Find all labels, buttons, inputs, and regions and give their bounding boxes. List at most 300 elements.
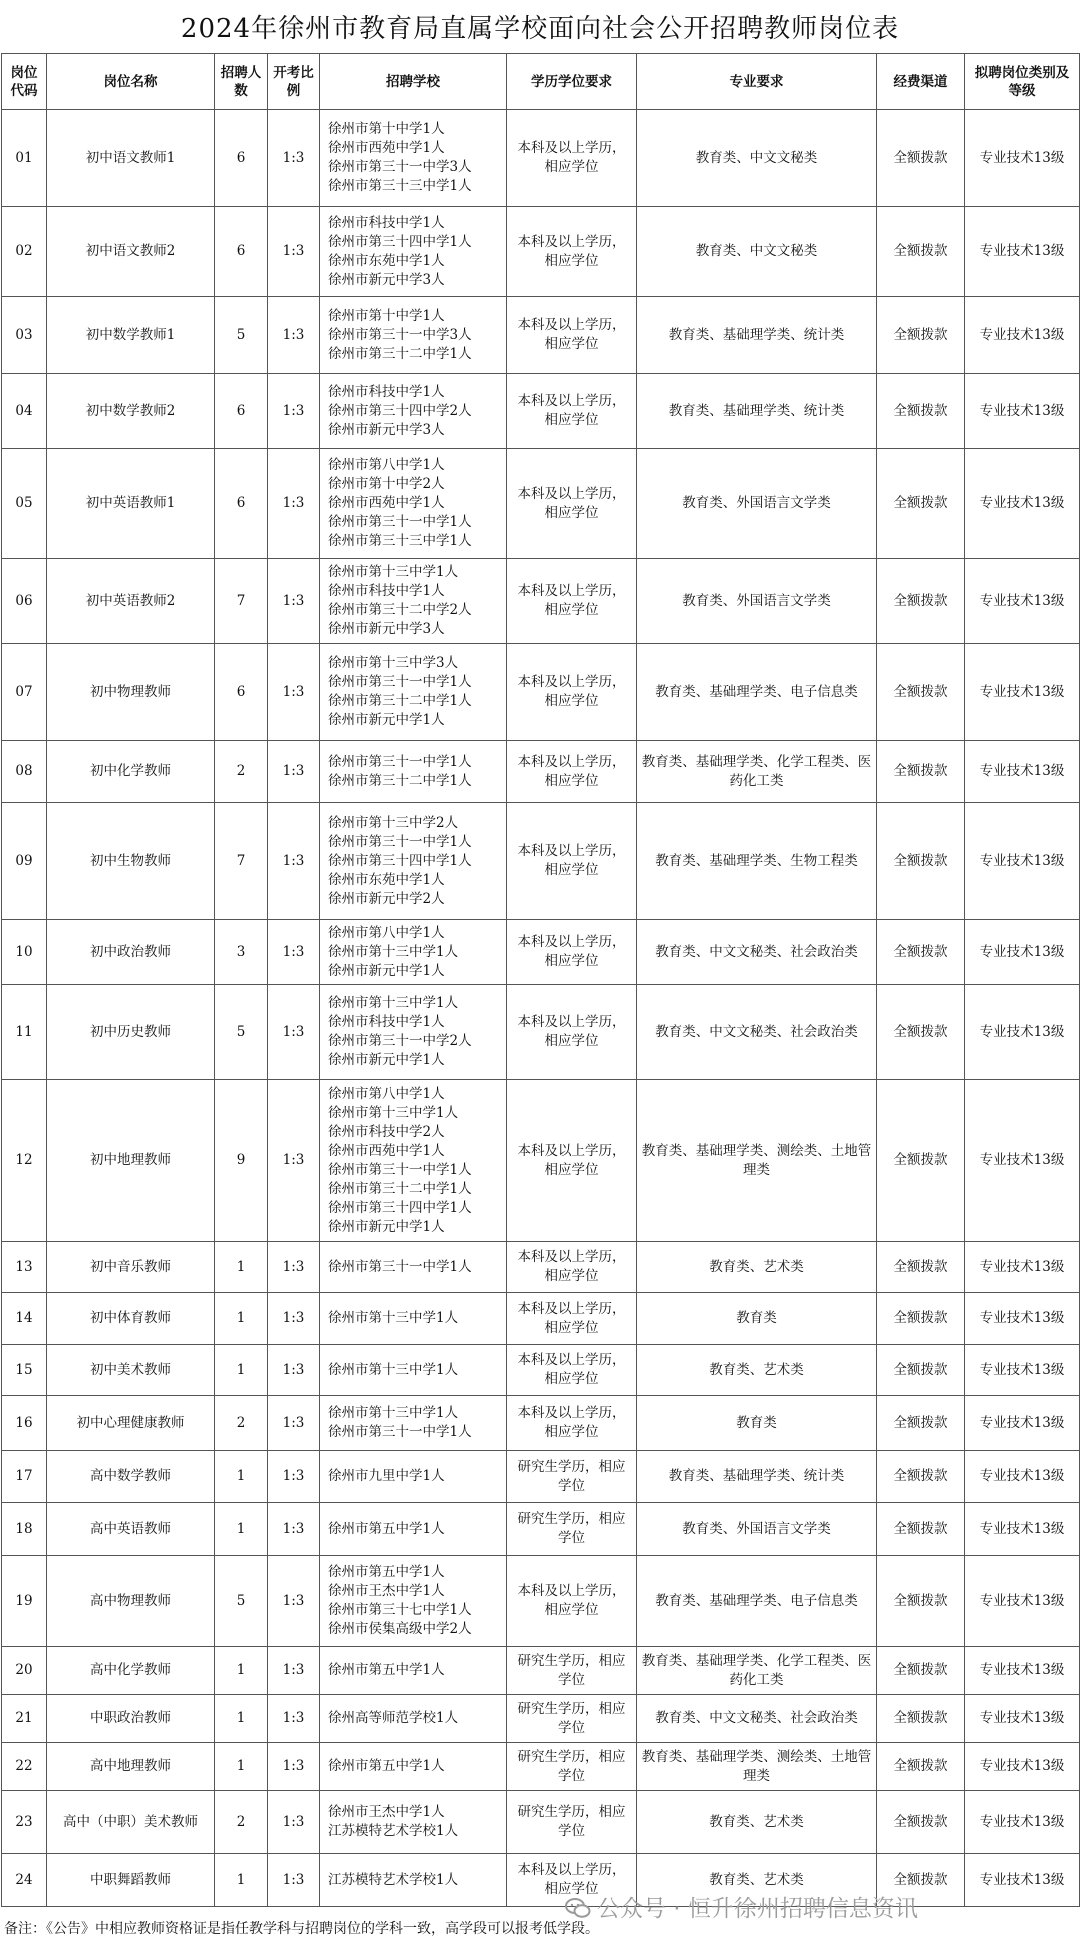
- cell-code: 09: [2, 803, 47, 920]
- cell-level: 专业技术13级: [965, 1556, 1080, 1647]
- cell-name: 初中地理教师: [47, 1080, 215, 1242]
- cell-code: 20: [2, 1647, 47, 1695]
- cell-level: 专业技术13级: [965, 803, 1080, 920]
- school-entry: 徐州市新元中学1人: [328, 712, 445, 728]
- cell-major: 教育类、外国语言文学类: [637, 559, 877, 644]
- table-row: [2, 207, 1080, 297]
- cell-fund: 全额拨款: [877, 207, 965, 297]
- school-entry: 徐州市第三十一中学3人: [328, 159, 472, 175]
- cell-level: 专业技术13级: [965, 1080, 1080, 1242]
- school-entry: 徐州市科技中学1人: [328, 1014, 445, 1030]
- cell-edu: 研究生学历，相应学位: [507, 1451, 637, 1503]
- cell-schools: [320, 559, 507, 644]
- school-entry: 徐州市第十中学1人: [328, 307, 445, 324]
- cell-level: 专业技术13级: [965, 1242, 1080, 1293]
- school-entry: 徐州市新元中学3人: [328, 421, 445, 438]
- cell-major: 教育类、艺术类: [637, 1854, 877, 1907]
- cell-ratio: 1:3: [268, 1451, 320, 1503]
- cell-ratio: 1:3: [268, 1345, 320, 1396]
- cell-fund: 全额拨款: [877, 985, 965, 1080]
- school-entry: 徐州市新元中学1人: [328, 1218, 445, 1235]
- cell-code: 07: [2, 644, 47, 741]
- cell-count: 1: [215, 1293, 268, 1345]
- cell-major: 教育类、基础理学类、统计类: [637, 374, 877, 449]
- school-entry: 徐州市第十三中学1人: [328, 1104, 459, 1121]
- cell-count: 6: [215, 207, 268, 297]
- table-row: [2, 741, 1080, 803]
- cell-level: 专业技术13级: [965, 110, 1080, 207]
- cell-fund: 全额拨款: [877, 297, 965, 374]
- cell-name: 高中物理教师: [47, 1556, 215, 1647]
- cell-ratio: 1:3: [268, 741, 320, 803]
- school-entry: 徐州市新元中学2人: [328, 890, 445, 907]
- cell-major: 教育类、艺术类: [637, 1791, 877, 1854]
- table-row: [2, 1345, 1080, 1396]
- cell-ratio: 1:3: [268, 1854, 320, 1907]
- cell-schools: [320, 1293, 507, 1345]
- cell-count: 6: [215, 644, 268, 741]
- school-entry: 徐州市第三十一中学1人: [328, 1258, 472, 1275]
- cell-count: 3: [215, 920, 268, 985]
- cell-level: 专业技术13级: [965, 920, 1080, 985]
- cell-fund: 全额拨款: [877, 1080, 965, 1242]
- cell-name: 初中语文教师2: [47, 207, 215, 297]
- cell-ratio: 1:3: [268, 1647, 320, 1695]
- cell-schools: [320, 449, 507, 559]
- cell-level: 专业技术13级: [965, 1647, 1080, 1695]
- school-entry: 徐州市第八中学1人: [328, 1085, 445, 1102]
- cell-fund: 全额拨款: [877, 1791, 965, 1854]
- school-entry: 徐州市西苑中学1人: [328, 495, 445, 511]
- cell-level: 专业技术13级: [965, 449, 1080, 559]
- cell-ratio: 1:3: [268, 1695, 320, 1743]
- cell-ratio: 1:3: [268, 110, 320, 207]
- school-entry: 徐州市第三十二中学1人: [328, 693, 472, 709]
- cell-code: 10: [2, 920, 47, 985]
- cell-code: 11: [2, 985, 47, 1080]
- recruitment-table: [1, 53, 1080, 1907]
- cell-level: 专业技术13级: [965, 1695, 1080, 1743]
- cell-edu: 研究生学历，相应学位: [507, 1647, 637, 1695]
- cell-schools: [320, 741, 507, 803]
- page-title: 2024年徐州市教育局直属学校面向社会公开招聘教师岗位表: [180, 14, 900, 44]
- school-entry: 徐州市第三十一中学1人: [328, 1424, 472, 1440]
- cell-fund: 全额拨款: [877, 1695, 965, 1743]
- cell-ratio: 1:3: [268, 1791, 320, 1854]
- school-entry: 徐州市第十三中学1人: [328, 1361, 459, 1378]
- cell-ratio: 1:3: [268, 559, 320, 644]
- cell-ratio: 1:3: [268, 207, 320, 297]
- header-fund: 经费渠道: [877, 54, 965, 110]
- school-entry: 徐州市王杰中学1人: [328, 1804, 445, 1820]
- school-entry: 徐州市新元中学1人: [328, 962, 445, 979]
- cell-schools: [320, 1854, 507, 1907]
- school-entry: 徐州市第十三中学1人: [328, 995, 459, 1011]
- cell-edu: 本科及以上学历，相应学位: [507, 297, 637, 374]
- cell-edu: 本科及以上学历，相应学位: [507, 1242, 637, 1293]
- cell-count: 2: [215, 1396, 268, 1451]
- cell-fund: 全额拨款: [877, 1293, 965, 1345]
- table-row: [2, 1743, 1080, 1791]
- cell-level: 专业技术13级: [965, 1854, 1080, 1907]
- cell-edu: 研究生学历，相应学位: [507, 1743, 637, 1791]
- cell-schools: [320, 1743, 507, 1791]
- cell-count: 1: [215, 1345, 268, 1396]
- table-row: [2, 449, 1080, 559]
- cell-fund: 全额拨款: [877, 1503, 965, 1556]
- cell-level: 专业技术13级: [965, 559, 1080, 644]
- cell-code: 16: [2, 1396, 47, 1451]
- school-entry: 江苏模特艺术学校1人: [328, 1871, 459, 1888]
- school-entry: 徐州市第三十二中学1人: [328, 1180, 472, 1197]
- cell-major: 教育类、基础理学类、化学工程类、医药化工类: [637, 741, 877, 803]
- cell-fund: 全额拨款: [877, 110, 965, 207]
- header-name: 岗位名称: [47, 54, 215, 110]
- cell-name: 初中心理健康教师: [47, 1396, 215, 1451]
- cell-level: 专业技术13级: [965, 374, 1080, 449]
- cell-name: 初中美术教师: [47, 1345, 215, 1396]
- cell-edu: 本科及以上学历，相应学位: [507, 207, 637, 297]
- cell-major: 教育类、中文文秘类、社会政治类: [637, 985, 877, 1080]
- table-row: [2, 1695, 1080, 1743]
- cell-schools: [320, 803, 507, 920]
- cell-code: 24: [2, 1854, 47, 1907]
- table-row: [2, 920, 1080, 985]
- school-entry: 徐州市第三十三中学1人: [328, 178, 472, 194]
- cell-ratio: 1:3: [268, 644, 320, 741]
- cell-name: 初中物理教师: [47, 644, 215, 741]
- header-school: 招聘学校: [320, 54, 507, 110]
- header-ratio: 开考比例: [268, 54, 320, 110]
- cell-code: 23: [2, 1791, 47, 1854]
- cell-name: 初中化学教师: [47, 741, 215, 803]
- cell-count: 1: [215, 1451, 268, 1503]
- cell-fund: 全额拨款: [877, 1647, 965, 1695]
- cell-code: 05: [2, 449, 47, 559]
- table-row: [2, 985, 1080, 1080]
- school-entry: 徐州市第三十四中学1人: [328, 233, 472, 250]
- cell-fund: 全额拨款: [877, 741, 965, 803]
- cell-fund: 全额拨款: [877, 803, 965, 920]
- cell-edu: 本科及以上学历，相应学位: [507, 449, 637, 559]
- school-entry: 徐州市第五中学1人: [328, 1662, 445, 1678]
- cell-level: 专业技术13级: [965, 297, 1080, 374]
- cell-edu: 本科及以上学历，相应学位: [507, 741, 637, 803]
- school-entry: 徐州市第三十一中学3人: [328, 326, 472, 343]
- cell-edu: 本科及以上学历，相应学位: [507, 1293, 637, 1345]
- school-entry: 徐州市第十三中学1人: [328, 564, 459, 580]
- school-entry: 徐州市第三十二中学1人: [328, 345, 472, 362]
- school-entry: 徐州市王杰中学1人: [328, 1583, 445, 1599]
- cell-name: 高中（中职）美术教师: [47, 1791, 215, 1854]
- cell-fund: 全额拨款: [877, 644, 965, 741]
- cell-name: 高中化学教师: [47, 1647, 215, 1695]
- footnote: 备注：《公告》中相应教师资格证是指任教学科与招聘岗位的学科一致，高学段可以报考低学段。: [4, 1921, 599, 1937]
- cell-schools: [320, 1345, 507, 1396]
- school-entry: 徐州市第十中学1人: [328, 121, 445, 137]
- cell-major: 教育类、外国语言文学类: [637, 1503, 877, 1556]
- school-entry: 徐州高等师范学校1人: [328, 1710, 459, 1726]
- cell-name: 初中体育教师: [47, 1293, 215, 1345]
- cell-code: 01: [2, 110, 47, 207]
- cell-count: 1: [215, 1854, 268, 1907]
- school-entry: 徐州市第十中学2人: [328, 476, 445, 492]
- cell-count: 2: [215, 741, 268, 803]
- cell-schools: [320, 1791, 507, 1854]
- cell-ratio: 1:3: [268, 1242, 320, 1293]
- cell-major: 教育类、基础理学类、生物工程类: [637, 803, 877, 920]
- cell-fund: 全额拨款: [877, 920, 965, 985]
- cell-schools: [320, 207, 507, 297]
- cell-name: 初中生物教师: [47, 803, 215, 920]
- school-entry: 徐州市西苑中学1人: [328, 1142, 445, 1159]
- table-row: [2, 1293, 1080, 1345]
- cell-level: 专业技术13级: [965, 741, 1080, 803]
- school-entry: 徐州市第十三中学1人: [328, 1310, 459, 1326]
- table-body: [2, 110, 1080, 1907]
- school-entry: 徐州市新元中学3人: [328, 271, 445, 288]
- school-entry: 江苏模特艺术学校1人: [328, 1823, 459, 1839]
- school-entry: 徐州市第三十一中学1人: [328, 833, 472, 850]
- cell-ratio: 1:3: [268, 1743, 320, 1791]
- cell-count: 9: [215, 1080, 268, 1242]
- cell-major: 教育类、中文文秘类: [637, 207, 877, 297]
- cell-ratio: 1:3: [268, 1396, 320, 1451]
- cell-name: 初中数学教师2: [47, 374, 215, 449]
- cell-fund: 全额拨款: [877, 1345, 965, 1396]
- cell-fund: 全额拨款: [877, 1743, 965, 1791]
- cell-count: 1: [215, 1743, 268, 1791]
- cell-code: 08: [2, 741, 47, 803]
- table-row: [2, 110, 1080, 207]
- cell-edu: 本科及以上学历，相应学位: [507, 559, 637, 644]
- table-row: [2, 1791, 1080, 1854]
- school-entry: 徐州市第八中学1人: [328, 924, 445, 941]
- school-entry: 徐州市第十三中学3人: [328, 655, 459, 671]
- cell-edu: 本科及以上学历，相应学位: [507, 1080, 637, 1242]
- school-entry: 徐州市东苑中学1人: [328, 252, 445, 269]
- cell-name: 初中历史教师: [47, 985, 215, 1080]
- cell-major: 教育类、基础理学类、统计类: [637, 1451, 877, 1503]
- cell-code: 14: [2, 1293, 47, 1345]
- school-entry: 徐州市新元中学3人: [328, 621, 445, 637]
- school-entry: 徐州市第三十一中学2人: [328, 1033, 472, 1049]
- cell-major: 教育类、基础理学类、测绘类、土地管理类: [637, 1743, 877, 1791]
- cell-ratio: 1:3: [268, 449, 320, 559]
- cell-schools: [320, 1451, 507, 1503]
- header-count: 招聘人数: [215, 54, 268, 110]
- cell-edu: 本科及以上学历，相应学位: [507, 374, 637, 449]
- school-entry: 徐州市第三十三中学1人: [328, 533, 472, 549]
- school-entry: 徐州市第三十一中学1人: [328, 674, 472, 690]
- table-row: [2, 1556, 1080, 1647]
- school-entry: 徐州市新元中学1人: [328, 1052, 445, 1068]
- cell-fund: 全额拨款: [877, 559, 965, 644]
- cell-count: 7: [215, 559, 268, 644]
- wechat-icon: [565, 1898, 591, 1918]
- school-entry: 徐州市第三十四中学1人: [328, 852, 472, 869]
- school-entry: 徐州市科技中学2人: [328, 1123, 445, 1140]
- table-row: [2, 1396, 1080, 1451]
- cell-code: 02: [2, 207, 47, 297]
- cell-count: 5: [215, 985, 268, 1080]
- table-row: [2, 297, 1080, 374]
- cell-code: 21: [2, 1695, 47, 1743]
- cell-schools: [320, 374, 507, 449]
- cell-major: 教育类、基础理学类、电子信息类: [637, 1556, 877, 1647]
- cell-edu: 本科及以上学历，相应学位: [507, 644, 637, 741]
- cell-schools: [320, 110, 507, 207]
- cell-level: 专业技术13级: [965, 1293, 1080, 1345]
- cell-edu: 研究生学历，相应学位: [507, 1791, 637, 1854]
- cell-name: 初中数学教师1: [47, 297, 215, 374]
- cell-count: 6: [215, 374, 268, 449]
- school-entry: 徐州市第五中学1人: [328, 1758, 445, 1774]
- cell-schools: [320, 1647, 507, 1695]
- cell-level: 专业技术13级: [965, 1451, 1080, 1503]
- cell-ratio: 1:3: [268, 1556, 320, 1647]
- cell-level: 专业技术13级: [965, 1743, 1080, 1791]
- cell-schools: [320, 297, 507, 374]
- cell-code: 04: [2, 374, 47, 449]
- cell-major: 教育类、基础理学类、统计类: [637, 297, 877, 374]
- cell-name: 高中英语教师: [47, 1503, 215, 1556]
- school-entry: 徐州市第三十四中学2人: [328, 402, 472, 419]
- school-entry: 徐州市第三十四中学1人: [328, 1199, 472, 1216]
- cell-level: 专业技术13级: [965, 1396, 1080, 1451]
- cell-count: 5: [215, 297, 268, 374]
- cell-fund: 全额拨款: [877, 1396, 965, 1451]
- cell-count: 1: [215, 1695, 268, 1743]
- table-row: [2, 1503, 1080, 1556]
- cell-ratio: 1:3: [268, 1503, 320, 1556]
- school-entry: 徐州市科技中学1人: [328, 383, 445, 400]
- cell-ratio: 1:3: [268, 803, 320, 920]
- cell-ratio: 1:3: [268, 1080, 320, 1242]
- cell-level: 专业技术13级: [965, 1503, 1080, 1556]
- cell-level: 专业技术13级: [965, 207, 1080, 297]
- cell-schools: [320, 1695, 507, 1743]
- cell-major: 教育类: [637, 1396, 877, 1451]
- cell-count: 1: [215, 1647, 268, 1695]
- cell-level: 专业技术13级: [965, 1791, 1080, 1854]
- cell-code: 22: [2, 1743, 47, 1791]
- cell-count: 6: [215, 110, 268, 207]
- cell-name: 初中语文教师1: [47, 110, 215, 207]
- school-entry: 徐州市科技中学1人: [328, 583, 445, 599]
- cell-count: 5: [215, 1556, 268, 1647]
- header-code: 岗位代码: [2, 54, 47, 110]
- cell-schools: [320, 1242, 507, 1293]
- cell-fund: 全额拨款: [877, 1556, 965, 1647]
- cell-fund: 全额拨款: [877, 1854, 965, 1907]
- cell-ratio: 1:3: [268, 297, 320, 374]
- cell-schools: [320, 1396, 507, 1451]
- cell-schools: [320, 920, 507, 985]
- cell-name: 初中英语教师2: [47, 559, 215, 644]
- cell-edu: 本科及以上学历，相应学位: [507, 1345, 637, 1396]
- cell-count: 7: [215, 803, 268, 920]
- cell-major: 教育类、基础理学类、化学工程类、医药化工类: [637, 1647, 877, 1695]
- cell-major: 教育类、中文文秘类、社会政治类: [637, 1695, 877, 1743]
- cell-name: 中职舞蹈教师: [47, 1854, 215, 1907]
- cell-code: 03: [2, 297, 47, 374]
- school-entry: 徐州市第三十一中学1人: [328, 514, 472, 530]
- cell-code: 13: [2, 1242, 47, 1293]
- cell-level: 专业技术13级: [965, 985, 1080, 1080]
- cell-name: 高中地理教师: [47, 1743, 215, 1791]
- cell-edu: 本科及以上学历，相应学位: [507, 1396, 637, 1451]
- table-row: [2, 374, 1080, 449]
- cell-count: 6: [215, 449, 268, 559]
- table-row: [2, 1451, 1080, 1503]
- cell-edu: 研究生学历，相应学位: [507, 1695, 637, 1743]
- cell-major: 教育类、中文文秘类: [637, 110, 877, 207]
- school-entry: 徐州市科技中学1人: [328, 214, 445, 231]
- school-entry: 徐州市西苑中学1人: [328, 140, 445, 156]
- school-entry: 徐州市东苑中学1人: [328, 871, 445, 888]
- table-row: [2, 1647, 1080, 1695]
- watermark: [565, 1890, 918, 1923]
- table-row: [2, 1242, 1080, 1293]
- cell-fund: 全额拨款: [877, 1242, 965, 1293]
- header-major: 专业要求: [637, 54, 877, 110]
- school-entry: 徐州市侯集高级中学2人: [328, 1621, 472, 1637]
- cell-major: 教育类、基础理学类、测绘类、土地管理类: [637, 1080, 877, 1242]
- header-level: 拟聘岗位类别及等级: [965, 54, 1080, 110]
- table-header-row: [2, 54, 1080, 110]
- school-entry: 徐州市第三十七中学1人: [328, 1602, 472, 1618]
- cell-ratio: 1:3: [268, 985, 320, 1080]
- cell-count: 2: [215, 1791, 268, 1854]
- cell-major: 教育类、艺术类: [637, 1345, 877, 1396]
- school-entry: 徐州市第十三中学1人: [328, 1405, 459, 1421]
- cell-edu: 本科及以上学历，相应学位: [507, 1854, 637, 1907]
- school-entry: 徐州市第三十二中学1人: [328, 772, 472, 789]
- school-entry: 徐州市第五中学1人: [328, 1564, 445, 1580]
- watermark-text: 公众号 · 恒升徐州招聘信息资讯: [597, 1896, 918, 1922]
- cell-edu: 本科及以上学历，相应学位: [507, 803, 637, 920]
- cell-name: 初中政治教师: [47, 920, 215, 985]
- cell-edu: 本科及以上学历，相应学位: [507, 110, 637, 207]
- cell-schools: [320, 985, 507, 1080]
- cell-major: 教育类、基础理学类、电子信息类: [637, 644, 877, 741]
- cell-name: 初中英语教师1: [47, 449, 215, 559]
- school-entry: 徐州市第三十一中学1人: [328, 753, 472, 770]
- cell-count: 1: [215, 1503, 268, 1556]
- table-row: [2, 559, 1080, 644]
- table-row: [2, 1080, 1080, 1242]
- cell-major: 教育类、艺术类: [637, 1242, 877, 1293]
- cell-major: 教育类: [637, 1293, 877, 1345]
- cell-fund: 全额拨款: [877, 449, 965, 559]
- cell-ratio: 1:3: [268, 920, 320, 985]
- cell-level: 专业技术13级: [965, 644, 1080, 741]
- school-entry: 徐州市第十三中学1人: [328, 943, 459, 960]
- cell-edu: 本科及以上学历，相应学位: [507, 920, 637, 985]
- cell-fund: 全额拨款: [877, 374, 965, 449]
- cell-edu: 本科及以上学历，相应学位: [507, 1556, 637, 1647]
- cell-name: 高中数学教师: [47, 1451, 215, 1503]
- school-entry: 徐州市第三十二中学2人: [328, 602, 472, 618]
- cell-fund: 全额拨款: [877, 1451, 965, 1503]
- cell-major: 教育类、外国语言文学类: [637, 449, 877, 559]
- cell-name: 初中音乐教师: [47, 1242, 215, 1293]
- cell-code: 06: [2, 559, 47, 644]
- cell-major: 教育类、中文文秘类、社会政治类: [637, 920, 877, 985]
- cell-edu: 研究生学历，相应学位: [507, 1503, 637, 1556]
- cell-code: 17: [2, 1451, 47, 1503]
